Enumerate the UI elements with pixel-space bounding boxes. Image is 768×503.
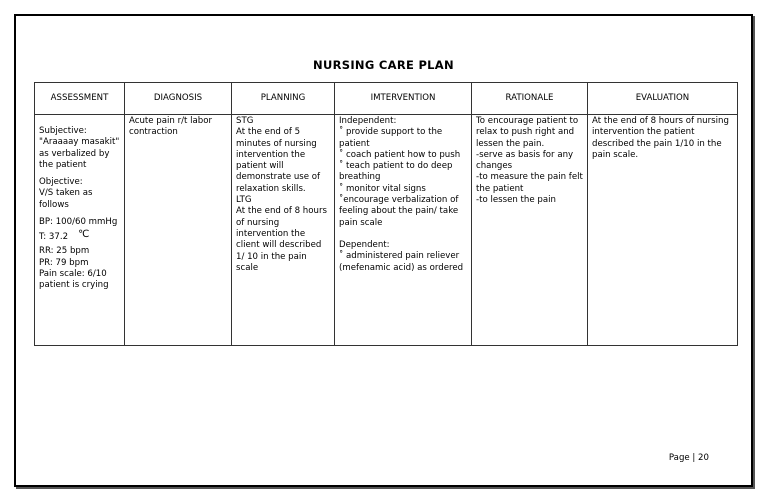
subjective-text: "Araaaay masakit" as verbalized by the patient (39, 137, 120, 170)
column-header-assessment: ASSESSMENT (35, 83, 125, 115)
ltg-label: LTG (236, 195, 252, 206)
list-item: ˚encourage verbalization of feeling about the pain/ take pain scale (339, 195, 459, 228)
independent-label: Independent: (339, 116, 397, 126)
temperature-row (39, 228, 121, 246)
evaluation-cell (588, 115, 738, 346)
list-item: ˚ coach patient how to push (339, 149, 461, 160)
ltg-text: At the end of 8 hours of nursing intervention the client will described 1/ 10 in the pain scale (236, 206, 327, 273)
stg-text: At the end of 5 minutes of nursing intervention the patient will demonstrate use of relaxation skills. (236, 127, 321, 194)
pain-scale: Pain scale: 6/10 (39, 268, 107, 279)
intervention-cell (335, 115, 472, 346)
column-header-rationale: RATIONALE (472, 83, 588, 115)
assessment-cell (35, 115, 125, 346)
objective-label: Objective: (39, 177, 83, 188)
document-page (14, 14, 753, 487)
list-item: -serve as basis for any changes (476, 149, 574, 172)
stg-label: STG (236, 116, 254, 126)
column-header-planning: PLANNING (232, 83, 335, 115)
table-row (35, 115, 738, 346)
celsius-unit: ℃ (78, 229, 90, 241)
table-header-row (35, 83, 738, 115)
temperature: T: 37.2 (39, 232, 69, 243)
page-title: NURSING CARE PLAN (313, 58, 454, 72)
column-header-diagnosis: DIAGNOSIS (125, 83, 232, 115)
list-item: ˚ monitor vital signs (339, 183, 426, 194)
list-item: ˚ administered pain reliever (mefenamic acid) as ordered (339, 251, 464, 273)
diagnosis-cell (125, 115, 232, 346)
subjective-label: Subjective: (39, 126, 87, 136)
list-item: -to lessen the pain (476, 195, 556, 206)
care-plan-table (34, 82, 738, 346)
respiratory-rate: RR: 25 bpm (39, 246, 90, 257)
list-item: ˚ teach patient to do deep breathing (339, 161, 453, 183)
crying-note: patient is crying (39, 280, 109, 291)
blood-pressure: BP: 100/60 mmHg (39, 217, 118, 228)
list-item: -to measure the pain felt the patient (476, 172, 583, 194)
evaluation-text: At the end of 8 hours of nursing intervention the patient described the pain 1/10 in the pain scale. (592, 116, 729, 160)
column-header-evaluation: EVALUATION (588, 83, 738, 115)
list-item: To encourage patient to relax to push right and lessen the pain. (476, 116, 579, 149)
planning-cell (232, 115, 335, 346)
column-header-intervention: IMTERVENTION (335, 83, 472, 115)
list-item: ˚ provide support to the patient (339, 127, 443, 149)
page-number: Page | 20 (668, 453, 709, 463)
objective-text: V/S taken as follows (39, 188, 93, 210)
rationale-cell (472, 115, 588, 346)
dependent-label: Dependent: (339, 239, 390, 250)
diagnosis-text: Acute pain r/t labor contraction (129, 116, 213, 138)
pulse-rate: PR: 79 bpm (39, 257, 89, 268)
